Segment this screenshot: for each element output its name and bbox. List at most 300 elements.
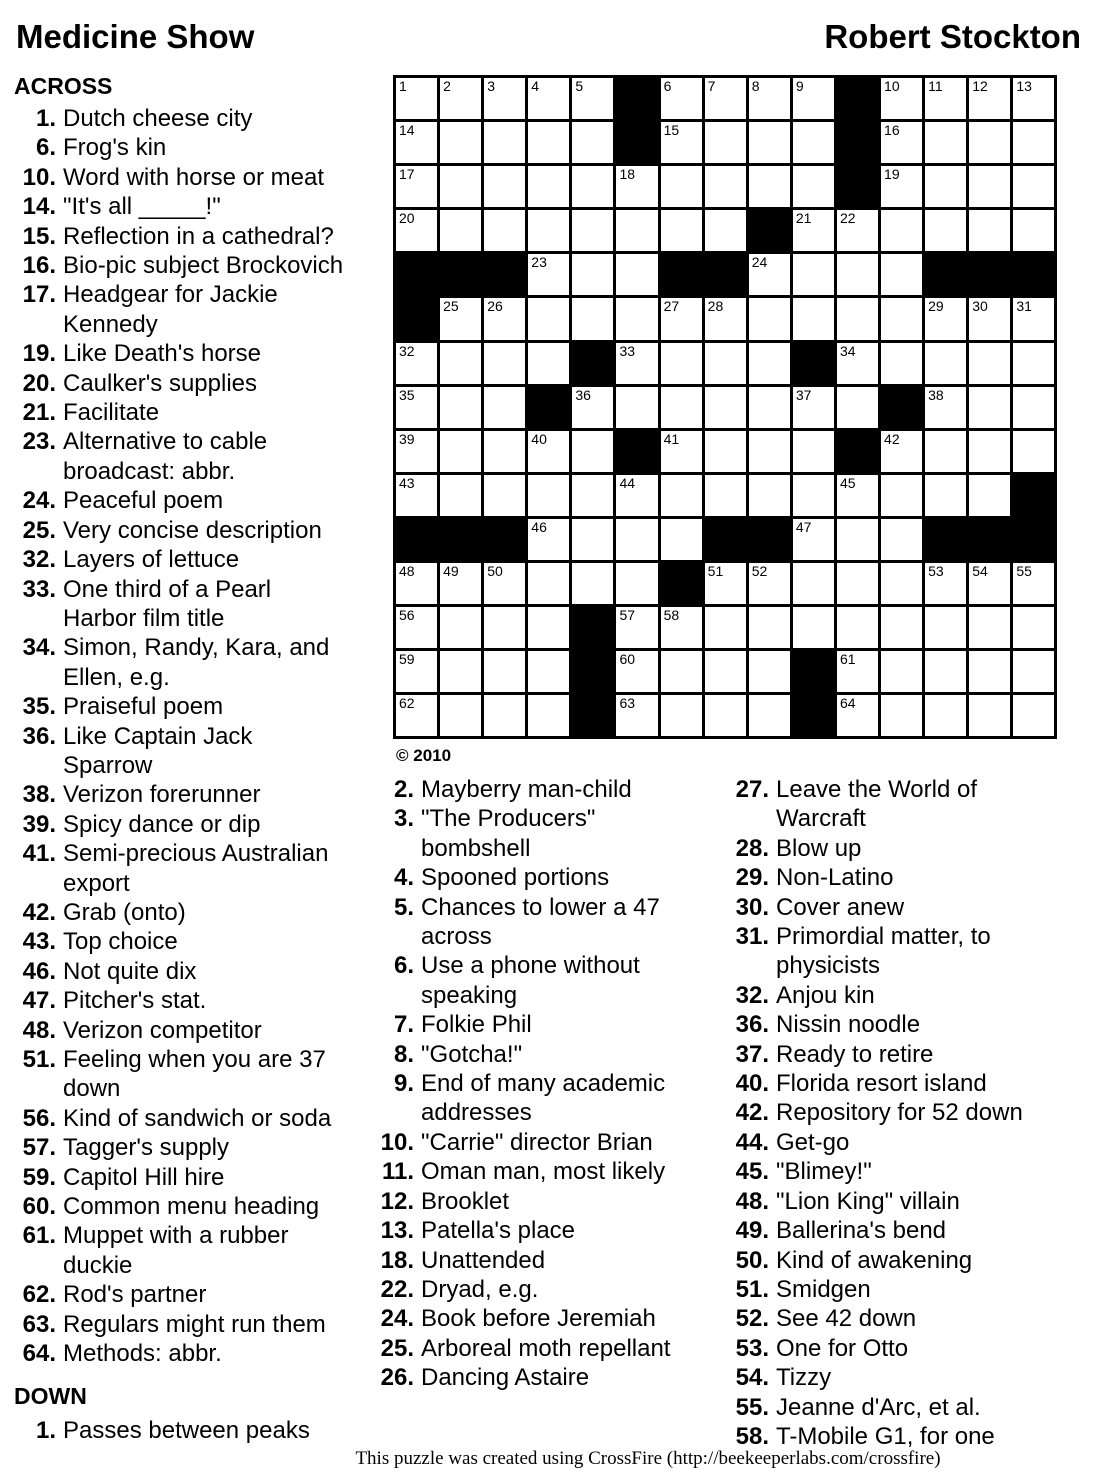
grid-cell[interactable] xyxy=(572,210,613,251)
grid-cell[interactable] xyxy=(616,254,657,295)
grid-cell[interactable] xyxy=(925,475,966,516)
cell-number: 54 xyxy=(972,563,988,580)
cell-number: 17 xyxy=(399,166,415,183)
clue-number: 25. xyxy=(380,1334,414,1362)
clue-number: 10. xyxy=(380,1128,414,1156)
grid-cell[interactable] xyxy=(572,431,613,472)
puzzle-title: Medicine Show xyxy=(16,18,255,55)
grid-cell[interactable] xyxy=(705,475,746,516)
grid-cell-black xyxy=(1013,254,1054,295)
grid-cell[interactable] xyxy=(837,519,878,560)
clue-text: Peaceful poem xyxy=(63,487,224,515)
grid-cell[interactable] xyxy=(440,166,481,207)
grid-cell[interactable] xyxy=(705,563,746,604)
grid-cell[interactable] xyxy=(396,651,437,692)
grid-cell[interactable] xyxy=(528,78,569,119)
grid-cell[interactable] xyxy=(572,475,613,516)
clue-text: Muppet with a rubber duckie xyxy=(63,1222,289,1279)
grid-cell[interactable] xyxy=(925,695,966,736)
across-clue xyxy=(14,163,347,192)
clue-text: Tizzy xyxy=(776,1364,832,1392)
grid-cell[interactable] xyxy=(837,343,878,384)
cell-number: 28 xyxy=(707,298,724,315)
grid-cell[interactable] xyxy=(837,254,878,295)
grid-cell[interactable] xyxy=(969,298,1010,339)
clue-number: 38. xyxy=(22,781,56,809)
grid-cell[interactable] xyxy=(793,254,834,295)
grid-cell[interactable] xyxy=(881,210,922,251)
clue-number: 37. xyxy=(735,1040,769,1068)
grid-cell[interactable] xyxy=(969,431,1010,472)
grid-cell[interactable] xyxy=(705,387,746,428)
grid-cell-black xyxy=(396,298,437,339)
grid-cell[interactable] xyxy=(793,387,834,428)
grid-cell[interactable] xyxy=(969,78,1010,119)
across-clue xyxy=(14,486,347,515)
grid-cell[interactable] xyxy=(484,651,525,692)
clue-number: 51. xyxy=(735,1275,769,1303)
across-clue xyxy=(14,1192,347,1221)
grid-cell[interactable] xyxy=(572,298,613,339)
grid-cell-black xyxy=(616,431,657,472)
grid-cell[interactable] xyxy=(749,695,790,736)
grid-cell[interactable] xyxy=(661,78,702,119)
clue-number: 27. xyxy=(735,776,769,803)
grid-cell[interactable] xyxy=(793,298,834,339)
grid-cell-black xyxy=(440,519,481,560)
grid-cell[interactable] xyxy=(440,387,481,428)
clue-number: 57. xyxy=(22,1134,56,1162)
down-clue xyxy=(727,1157,1041,1186)
across-clue xyxy=(14,722,347,781)
down-clue xyxy=(372,1334,683,1363)
clue-number: 53. xyxy=(735,1334,769,1362)
clue-text: Layers of lettuce xyxy=(63,546,240,574)
grid-cell[interactable] xyxy=(925,607,966,648)
grid-cell[interactable] xyxy=(528,298,569,339)
grid-cell[interactable] xyxy=(572,166,613,207)
grid-cell[interactable] xyxy=(616,607,657,648)
grid-cell[interactable] xyxy=(528,651,569,692)
cell-number: 50 xyxy=(487,563,503,580)
grid-cell[interactable] xyxy=(484,298,525,339)
grid-cell[interactable] xyxy=(969,651,1010,692)
grid-cell[interactable] xyxy=(616,475,657,516)
grid-cell[interactable] xyxy=(881,254,922,295)
grid-cell[interactable] xyxy=(440,122,481,163)
clue-text: Reflection in a cathedral? xyxy=(63,222,334,250)
grid-cell[interactable] xyxy=(837,651,878,692)
grid-cell[interactable] xyxy=(925,78,966,119)
clue-text: Semi-precious Australian export xyxy=(63,840,329,897)
clue-number: 4. xyxy=(393,864,414,892)
grid-cell-black xyxy=(749,519,790,560)
across-clue xyxy=(14,1133,347,1162)
grid-cell[interactable] xyxy=(616,298,657,339)
grid-cell[interactable] xyxy=(925,298,966,339)
grid-cell[interactable] xyxy=(528,695,569,736)
grid-cell[interactable] xyxy=(793,475,834,516)
clue-number: 21. xyxy=(22,399,56,427)
cell-number: 37 xyxy=(795,386,812,403)
grid-cell[interactable] xyxy=(881,166,922,207)
across-clue xyxy=(14,1221,347,1280)
grid-cell[interactable] xyxy=(1013,166,1054,207)
grid-cell[interactable] xyxy=(749,343,790,384)
grid-cell[interactable] xyxy=(749,607,790,648)
clue-text: Brooklet xyxy=(421,1187,510,1215)
cell-number: 53 xyxy=(928,563,944,580)
grid-cell[interactable] xyxy=(705,122,746,163)
grid-cell[interactable] xyxy=(572,78,613,119)
grid-cell[interactable] xyxy=(440,607,481,648)
grid-cell-black xyxy=(528,387,569,428)
cell-number: 48 xyxy=(399,563,415,580)
grid-cell[interactable] xyxy=(616,651,657,692)
grid-cell[interactable] xyxy=(440,431,481,472)
grid-cell[interactable] xyxy=(705,298,746,339)
clue-text: Like Captain Jack Sparrow xyxy=(63,722,253,779)
grid-cell[interactable] xyxy=(396,695,437,736)
grid-cell[interactable] xyxy=(969,343,1010,384)
grid-cell[interactable] xyxy=(484,166,525,207)
grid-cell[interactable] xyxy=(969,607,1010,648)
clue-text: One for Otto xyxy=(776,1334,909,1362)
clue-number: 23. xyxy=(22,428,56,456)
grid-cell[interactable] xyxy=(793,607,834,648)
grid-cell[interactable] xyxy=(749,166,790,207)
grid-cell[interactable] xyxy=(749,387,790,428)
grid-cell[interactable] xyxy=(616,210,657,251)
grid-cell[interactable] xyxy=(396,431,437,472)
cell-number: 60 xyxy=(619,651,636,668)
grid-cell[interactable] xyxy=(1013,298,1054,339)
grid-cell[interactable] xyxy=(1013,695,1054,736)
grid-cell[interactable] xyxy=(528,563,569,604)
grid-cell[interactable] xyxy=(396,122,437,163)
grid-cell[interactable] xyxy=(661,519,702,560)
grid-cell[interactable] xyxy=(837,298,878,339)
down-clue xyxy=(727,1275,1041,1304)
grid-cell[interactable] xyxy=(793,166,834,207)
down-clue xyxy=(372,893,683,952)
cell-number: 56 xyxy=(399,607,415,624)
grid-cell[interactable] xyxy=(661,343,702,384)
grid-cell[interactable] xyxy=(969,210,1010,251)
grid-cell[interactable] xyxy=(616,343,657,384)
clue-number: 49. xyxy=(735,1217,769,1245)
grid-cell[interactable] xyxy=(881,651,922,692)
cell-number: 4 xyxy=(531,78,540,94)
grid-cell[interactable] xyxy=(396,475,437,516)
grid-cell[interactable] xyxy=(396,210,437,251)
down-clue xyxy=(727,834,1041,863)
grid-cell[interactable] xyxy=(793,519,834,560)
grid-cell[interactable] xyxy=(572,563,613,604)
clue-text: Simon, Randy, Kara, and Ellen, e.g. xyxy=(63,634,330,691)
grid-cell[interactable] xyxy=(661,651,702,692)
grid-cell[interactable] xyxy=(661,431,702,472)
grid-cell[interactable] xyxy=(661,122,702,163)
down-clue xyxy=(727,1128,1041,1157)
grid-cell[interactable] xyxy=(793,431,834,472)
grid-cell[interactable] xyxy=(528,431,569,472)
grid-cell[interactable] xyxy=(925,563,966,604)
grid-cell[interactable] xyxy=(793,122,834,163)
grid-cell[interactable] xyxy=(705,78,746,119)
grid-cell[interactable] xyxy=(484,563,525,604)
grid-cell[interactable] xyxy=(837,475,878,516)
clue-number: 24. xyxy=(380,1305,414,1333)
grid-cell[interactable] xyxy=(925,431,966,472)
across-clue xyxy=(14,133,347,162)
grid-cell[interactable] xyxy=(705,695,746,736)
down-clue xyxy=(14,1416,347,1445)
grid-cell[interactable] xyxy=(572,122,613,163)
grid-cell[interactable] xyxy=(440,695,481,736)
grid-cell[interactable] xyxy=(749,431,790,472)
grid-cell[interactable] xyxy=(661,695,702,736)
grid-cell[interactable] xyxy=(1013,210,1054,251)
cell-number: 24 xyxy=(751,254,768,271)
grid-cell[interactable] xyxy=(881,78,922,119)
grid-cell[interactable] xyxy=(837,695,878,736)
down-clue xyxy=(727,1098,1041,1127)
grid-cell[interactable] xyxy=(661,475,702,516)
clue-text: Caulker's supplies xyxy=(63,369,258,397)
grid-cell-black xyxy=(484,254,525,295)
grid-cell[interactable] xyxy=(484,695,525,736)
grid-cell[interactable] xyxy=(528,343,569,384)
across-heading: ACROSS xyxy=(14,73,113,99)
grid-cell[interactable] xyxy=(440,78,481,119)
grid-cell[interactable] xyxy=(1013,343,1054,384)
clue-number: 31. xyxy=(735,923,769,951)
grid-cell[interactable] xyxy=(440,210,481,251)
cell-number: 55 xyxy=(1016,563,1032,580)
grid-cell[interactable] xyxy=(837,387,878,428)
across-clue xyxy=(14,369,347,398)
grid-cell[interactable] xyxy=(1013,387,1054,428)
grid-cell[interactable] xyxy=(969,166,1010,207)
clue-number: 42. xyxy=(735,1099,769,1127)
down-heading: DOWN xyxy=(14,1383,87,1410)
grid-cell[interactable] xyxy=(1013,651,1054,692)
grid-cell[interactable] xyxy=(969,475,1010,516)
grid-cell[interactable] xyxy=(661,298,702,339)
grid-cell[interactable] xyxy=(396,78,437,119)
across-clue-list xyxy=(14,104,347,1368)
grid-cell[interactable] xyxy=(881,298,922,339)
clue-text: Chances to lower a 47 across xyxy=(421,893,660,951)
cell-number: 1 xyxy=(399,78,407,94)
grid-cell[interactable] xyxy=(484,475,525,516)
grid-cell[interactable] xyxy=(1013,607,1054,648)
grid-cell-black xyxy=(837,78,878,119)
cell-number: 9 xyxy=(795,78,804,94)
grid-cell[interactable] xyxy=(881,519,922,560)
cell-number: 7 xyxy=(707,78,716,94)
grid-cell[interactable] xyxy=(969,563,1010,604)
grid-cell[interactable] xyxy=(969,387,1010,428)
down-clue xyxy=(727,1069,1041,1098)
cell-number: 34 xyxy=(839,342,856,359)
grid-cell[interactable] xyxy=(661,387,702,428)
left-column xyxy=(14,72,347,1446)
grid-cell[interactable] xyxy=(572,387,613,428)
clue-text: Book before Jeremiah xyxy=(421,1305,656,1333)
grid-cell[interactable] xyxy=(793,78,834,119)
grid-cell[interactable] xyxy=(1013,431,1054,472)
grid-cell[interactable] xyxy=(925,343,966,384)
cell-number: 43 xyxy=(399,474,415,491)
down-clue xyxy=(372,863,683,892)
grid-cell[interactable] xyxy=(396,387,437,428)
grid-cell[interactable] xyxy=(705,166,746,207)
cell-number: 32 xyxy=(399,342,415,359)
clue-text: "The Producers" bombshell xyxy=(421,805,596,862)
clue-text: Kind of sandwich or soda xyxy=(63,1104,332,1132)
grid-cell[interactable] xyxy=(837,563,878,604)
grid-cell[interactable] xyxy=(484,387,525,428)
across-clue xyxy=(14,280,347,339)
grid-cell[interactable] xyxy=(837,607,878,648)
grid-cell[interactable] xyxy=(705,431,746,472)
grid-cell[interactable] xyxy=(749,122,790,163)
grid-cell[interactable] xyxy=(440,475,481,516)
grid-cell[interactable] xyxy=(749,563,790,604)
grid-cell[interactable] xyxy=(793,210,834,251)
across-clue xyxy=(14,839,347,898)
grid-cell[interactable] xyxy=(881,695,922,736)
grid-cell[interactable] xyxy=(881,607,922,648)
clue-number: 35. xyxy=(22,693,56,721)
grid-cell[interactable] xyxy=(705,343,746,384)
clue-text: Spooned portions xyxy=(421,864,610,892)
grid-cell[interactable] xyxy=(705,651,746,692)
grid-cell[interactable] xyxy=(1013,563,1054,604)
grid-cell[interactable] xyxy=(925,651,966,692)
grid-cell[interactable] xyxy=(572,519,613,560)
clue-text: Cover anew xyxy=(776,893,905,921)
across-clue xyxy=(14,575,347,634)
grid-cell[interactable] xyxy=(484,607,525,648)
down-clue xyxy=(727,1422,1041,1451)
grid-cell[interactable] xyxy=(616,695,657,736)
grid-cell[interactable] xyxy=(616,519,657,560)
grid-cell[interactable] xyxy=(484,431,525,472)
clue-number: 18. xyxy=(380,1246,414,1274)
grid-cell[interactable] xyxy=(881,563,922,604)
grid-cell[interactable] xyxy=(396,563,437,604)
grid-cell[interactable] xyxy=(1013,122,1054,163)
clue-text: Capitol Hill hire xyxy=(63,1163,225,1191)
grid-cell[interactable] xyxy=(661,166,702,207)
grid-cell[interactable] xyxy=(881,431,922,472)
cell-number: 6 xyxy=(663,78,672,94)
grid-cell[interactable] xyxy=(705,607,746,648)
clue-number: 58. xyxy=(735,1422,769,1450)
grid-cell[interactable] xyxy=(396,166,437,207)
grid-cell[interactable] xyxy=(572,254,613,295)
grid-cell[interactable] xyxy=(793,563,834,604)
grid-cell[interactable] xyxy=(396,607,437,648)
grid-cell[interactable] xyxy=(881,475,922,516)
grid-cell-black xyxy=(837,122,878,163)
clue-text: Praiseful poem xyxy=(63,693,224,721)
clue-text: Regulars might run them xyxy=(63,1310,326,1338)
cell-number: 57 xyxy=(619,607,636,624)
down-clue xyxy=(727,863,1041,892)
grid-cell[interactable] xyxy=(925,122,966,163)
cell-number: 22 xyxy=(839,210,856,227)
grid-cell[interactable] xyxy=(528,210,569,251)
grid-cell-black xyxy=(1013,519,1054,560)
grid-cell[interactable] xyxy=(440,563,481,604)
grid-cell[interactable] xyxy=(528,122,569,163)
grid-cell[interactable] xyxy=(528,166,569,207)
grid-cell[interactable] xyxy=(484,78,525,119)
clue-text: Verizon competitor xyxy=(63,1016,262,1044)
cell-number: 35 xyxy=(399,386,415,403)
grid-cell[interactable] xyxy=(528,519,569,560)
grid-cell[interactable] xyxy=(749,651,790,692)
grid-cell[interactable] xyxy=(881,343,922,384)
grid-cell-black xyxy=(705,254,746,295)
grid-cell[interactable] xyxy=(969,695,1010,736)
grid-cell[interactable] xyxy=(616,166,657,207)
grid-cell[interactable] xyxy=(396,343,437,384)
grid-cell[interactable] xyxy=(925,166,966,207)
grid-cell[interactable] xyxy=(881,122,922,163)
crossword-grid xyxy=(393,75,1057,739)
clue-number: 13. xyxy=(380,1217,414,1245)
grid-cell[interactable] xyxy=(1013,78,1054,119)
grid-cell[interactable] xyxy=(528,607,569,648)
grid-cell[interactable] xyxy=(440,298,481,339)
grid-cell[interactable] xyxy=(837,210,878,251)
grid-cell[interactable] xyxy=(925,387,966,428)
grid-cell[interactable] xyxy=(705,210,746,251)
grid-cell[interactable] xyxy=(528,254,569,295)
grid-cell[interactable] xyxy=(440,651,481,692)
clue-number: 8. xyxy=(393,1040,414,1068)
cell-number: 15 xyxy=(663,122,680,139)
clue-number: 64. xyxy=(22,1340,56,1368)
cell-number: 25 xyxy=(443,298,459,315)
grid-cell[interactable] xyxy=(484,122,525,163)
clue-text: Not quite dix xyxy=(63,957,197,985)
down-clue xyxy=(372,1069,683,1128)
grid-cell[interactable] xyxy=(440,343,481,384)
grid-cell[interactable] xyxy=(484,343,525,384)
grid-cell-black xyxy=(925,519,966,560)
across-clue xyxy=(14,986,347,1015)
grid-cell[interactable] xyxy=(616,563,657,604)
grid-cell[interactable] xyxy=(528,475,569,516)
grid-cell[interactable] xyxy=(749,254,790,295)
grid-cell[interactable] xyxy=(484,210,525,251)
cell-number: 52 xyxy=(751,563,768,580)
grid-cell[interactable] xyxy=(661,607,702,648)
grid-cell[interactable] xyxy=(969,122,1010,163)
grid-cell[interactable] xyxy=(616,387,657,428)
grid-cell[interactable] xyxy=(661,210,702,251)
grid-cell[interactable] xyxy=(749,78,790,119)
grid-cell[interactable] xyxy=(925,210,966,251)
grid-cell[interactable] xyxy=(749,298,790,339)
grid-cell[interactable] xyxy=(749,475,790,516)
